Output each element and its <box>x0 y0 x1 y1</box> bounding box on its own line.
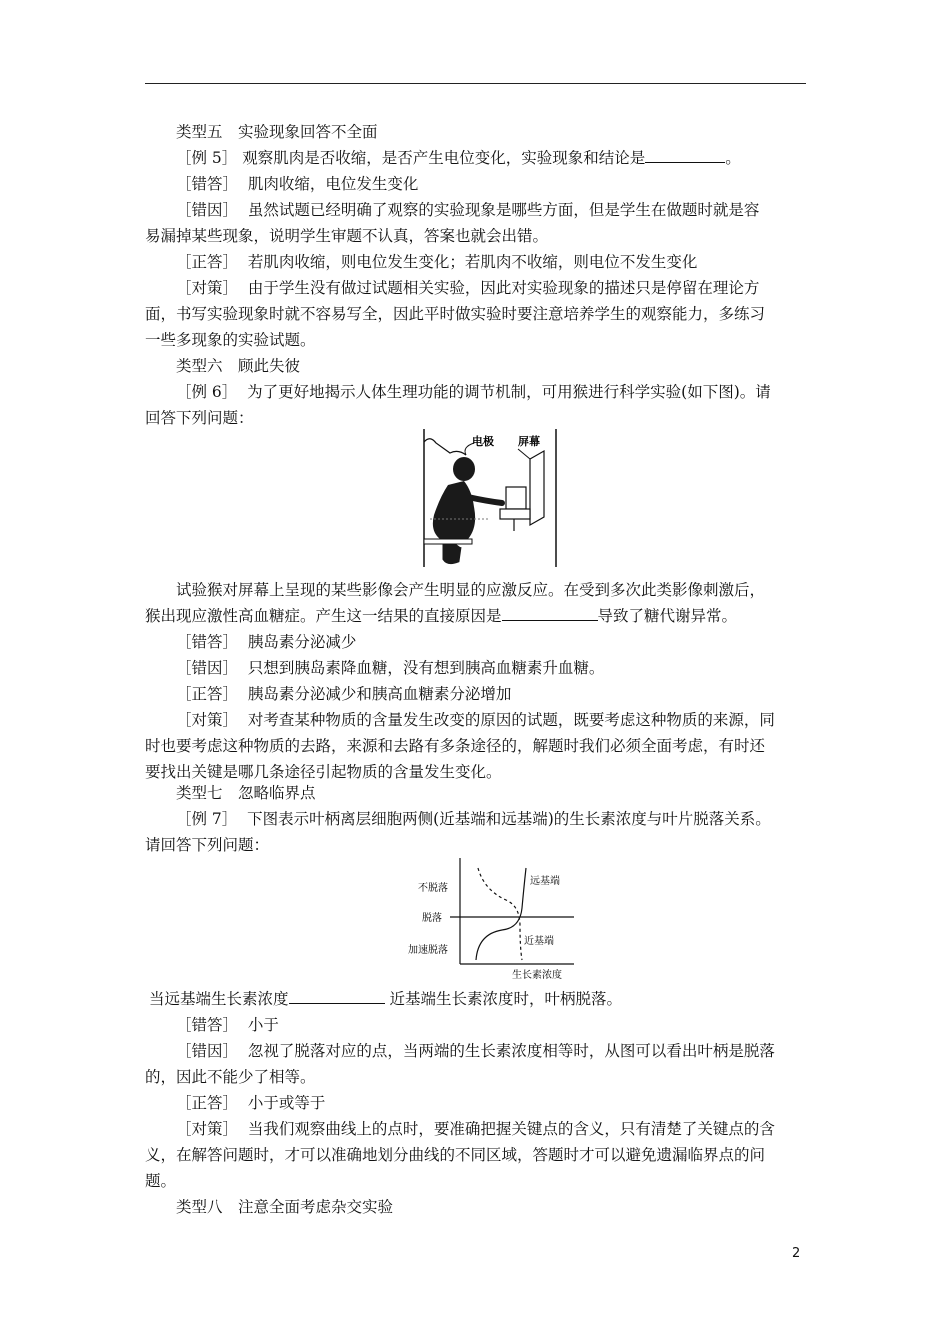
strategy: ［对策］ 对考查某种物质的含量发生改变的原因的试题，既要考虑这种物质的来源，同 <box>176 711 775 729</box>
strategy-cont: 面，书写实验现象时就不容易写全，因此平时做实验时要注意培养学生的观察能力，多练习 <box>145 305 766 323</box>
wrong-cause: ［错因］ 忽视了脱落对应的点，当两端的生长素浓度相等时，从图可以看出叶柄是脱落 <box>176 1042 775 1060</box>
question-stem: 试验猴对屏幕上呈现的某些影像会产生明显的应激反应。在受到多次此类影像刺激后， <box>176 581 766 599</box>
example7-question-cont: 请回答下列问题： <box>145 836 270 854</box>
example5-question: ［例 5］ 观察肌肉是否收缩，是否产生电位变化，实验现象和结论是 。 <box>176 149 741 167</box>
svg-text:生长素浓度: 生长素浓度 <box>512 970 562 981</box>
answer-blank <box>289 988 385 1004</box>
example7-question: ［例 7］ 下图表示叶柄离层细胞两侧(近基端和远基端)的生长素浓度与叶片脱落关系。 <box>176 810 771 828</box>
svg-text:屏幕: 屏幕 <box>518 435 540 448</box>
wrong-answer: ［错答］ 胰岛素分泌减少 <box>176 633 357 651</box>
correct-answer: ［正答］ 胰岛素分泌减少和胰高血糖素分泌增加 <box>176 685 512 703</box>
svg-text:电极: 电极 <box>472 435 494 448</box>
type7-heading: 类型七 忽略临界点 <box>176 784 316 802</box>
wrong-cause-cont: 易漏掉某些现象，说明学生审题不认真，答案也就会出错。 <box>145 227 549 245</box>
strategy-cont: 一些多现象的实验试题。 <box>145 331 316 349</box>
question-stem-cont: 猴出现应激性高血糖症。产生这一结果的直接原因是 导致了糖代谢异常。 <box>145 607 738 625</box>
wrong-answer: ［错答］ 肌肉收缩，电位发生变化 <box>176 175 419 193</box>
strategy: ［对策］ 由于学生没有做过试题相关实验，因此对实验现象的描述只是停留在理论方 <box>176 279 760 297</box>
answer-blank <box>645 147 725 163</box>
wrong-cause: ［错因］ 只想到胰岛素降血糖，没有想到胰高血糖素升血糖。 <box>176 659 605 677</box>
strategy-cont: 义，在解答问题时，才可以准确地划分曲线的不同区域，答题时才可以避免遗漏临界点的问 <box>145 1146 766 1164</box>
example-label: ［例 5］ <box>176 149 238 167</box>
example6-question-cont: 回答下列问题： <box>145 409 254 427</box>
answer-blank <box>502 605 598 621</box>
monkey-experiment-figure <box>420 427 560 569</box>
strategy-cont: 时也要考虑这种物质的去路，来源和去路有多条途径的，解题时我们必须全面考虑，有时还 <box>145 737 766 755</box>
type5-heading: 类型五 实验现象回答不全面 <box>176 123 378 141</box>
strategy-cont: 要找出关键是哪几条途径引起物质的含量发生变化。 <box>145 763 502 781</box>
wrong-answer: ［错答］ 小于 <box>176 1016 279 1034</box>
correct-answer: ［正答］ 小于或等于 <box>176 1094 326 1112</box>
type8-heading: 类型八 注意全面考虑杂交实验 <box>176 1198 394 1216</box>
correct-answer: ［正答］ 若肌肉收缩，则电位发生变化；若肌肉不收缩，则电位不发生变化 <box>176 253 698 271</box>
svg-text:加速脱落: 加速脱落 <box>408 945 448 956</box>
strategy-cont: 题。 <box>145 1172 177 1190</box>
example6-question: ［例 6］ 为了更好地揭示人体生理功能的调节机制，可用猴进行科学实验(如下图)。请 <box>176 383 771 401</box>
strategy: ［对策］ 当我们观察曲线上的点时，要准确把握关键点的含义，只有清楚了关键点的含 <box>176 1120 775 1138</box>
wrong-cause: ［错因］ 虽然试题已经明确了观察的实验现象是哪些方面，但是学生在做题时就是容 <box>176 201 760 219</box>
auxin-abscission-graph <box>402 856 582 982</box>
page-number: 2 <box>792 1246 801 1261</box>
svg-text:脱落: 脱落 <box>422 913 442 924</box>
wrong-cause-cont: 的，因此不能少了相等。 <box>145 1068 316 1086</box>
svg-text:近基端: 近基端 <box>524 936 554 947</box>
header-rule <box>145 83 806 84</box>
svg-text:远基端: 远基端 <box>530 876 560 887</box>
question-stem: 当远基端生长素浓度 近基端生长素浓度时，叶柄脱落。 <box>149 990 622 1008</box>
svg-text:不脱落: 不脱落 <box>418 883 448 894</box>
type6-heading: 类型六 顾此失彼 <box>176 357 301 375</box>
